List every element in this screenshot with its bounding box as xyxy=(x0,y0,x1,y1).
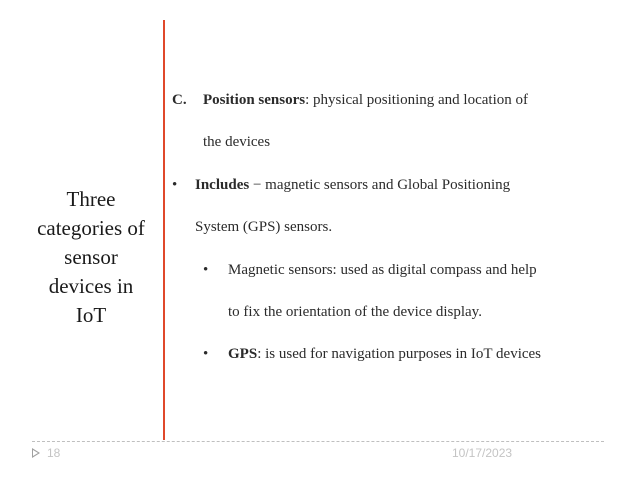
slide-side-title xyxy=(22,185,160,330)
side-title-line: IoT xyxy=(75,303,107,327)
sub-bullet-text xyxy=(228,345,541,363)
heading-bold: Position sensors xyxy=(203,92,306,108)
bullet-continuation: System (GPS) sensors. xyxy=(195,219,333,235)
side-title-line: devices in xyxy=(48,274,134,298)
heading-text xyxy=(203,91,528,109)
side-title-line: Three xyxy=(66,187,116,211)
page-number: 18 xyxy=(47,446,61,460)
vertical-divider xyxy=(163,20,165,440)
sub-bullet-continuation: to fix the orientation of the device display. xyxy=(228,304,482,320)
footer-divider xyxy=(32,441,604,442)
footer-date: 10/17/2023 xyxy=(452,446,513,460)
side-title-line: categories of xyxy=(37,216,145,240)
heading-line xyxy=(172,91,187,109)
bullet-text xyxy=(195,176,510,194)
bullet-bold: Includes xyxy=(195,177,250,193)
sub-bullet-text: Magnetic sensors: used as digital compass and help xyxy=(228,262,537,278)
bullet-rest: − magnetic sensors and Global Positioning xyxy=(249,177,511,193)
sub-bullet-rest: : is used for navigation purposes in IoT devices xyxy=(257,346,542,362)
sub-bullet-glyph: • xyxy=(203,346,209,362)
sub-bullet-bold: GPS xyxy=(228,346,258,362)
bullet-glyph: • xyxy=(172,177,178,193)
play-triangle-icon xyxy=(32,448,40,458)
heading-continuation: the devices xyxy=(203,134,271,150)
heading-rest: : physical positioning and location of xyxy=(305,92,528,108)
side-title-line: sensor xyxy=(64,245,118,269)
sub-bullet-glyph: • xyxy=(203,262,209,278)
heading-marker: C. xyxy=(172,92,187,108)
